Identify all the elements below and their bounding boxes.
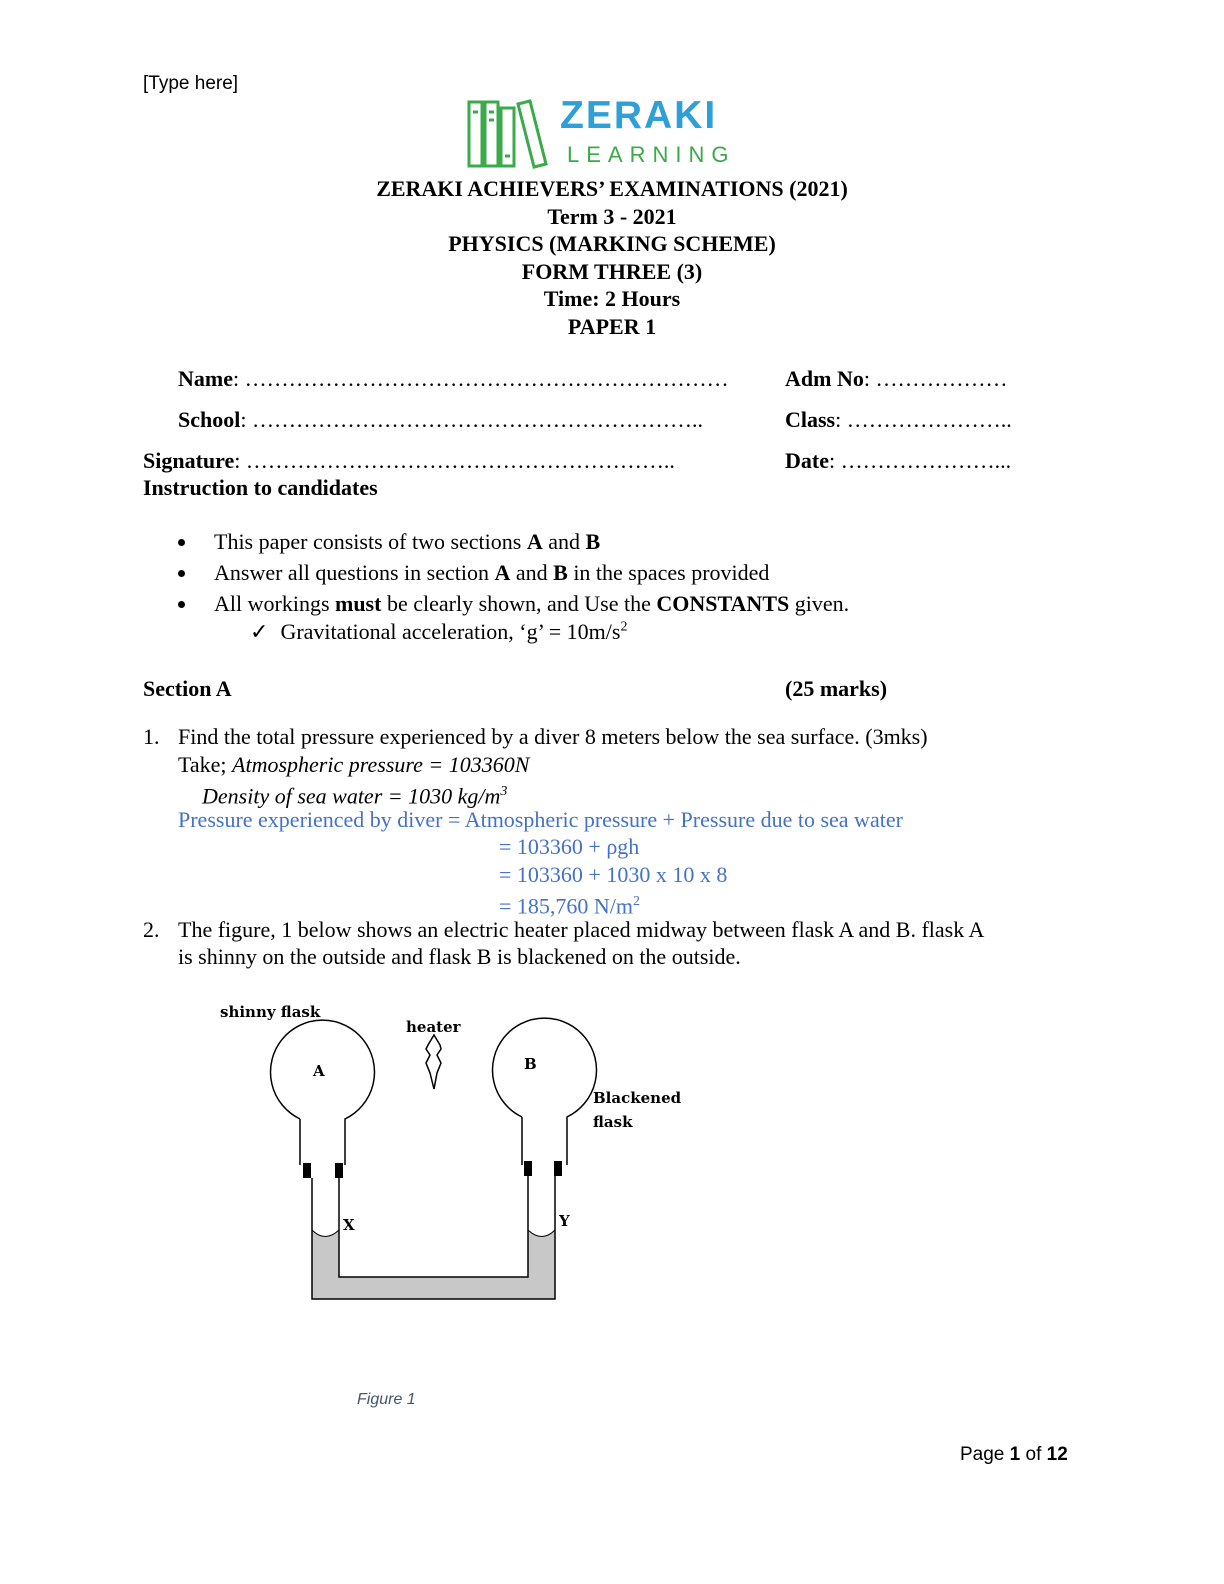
flask-diagram (215, 995, 685, 1305)
figure-caption: Figure 1 (357, 1391, 416, 1408)
label-heater: heater (406, 1018, 461, 1036)
flask-a (271, 1020, 375, 1165)
school-field[interactable] (178, 407, 703, 433)
instructions-title: Instruction to candidates (143, 475, 378, 500)
question-1-number: 1. (143, 724, 160, 749)
flask-diagram-svg (215, 995, 685, 1305)
signature-label: Signature (143, 448, 235, 473)
bullet-icon (178, 570, 185, 577)
exam-time: Time: 2 Hours (543, 286, 681, 311)
page-number: Page 1 of 12 (960, 1444, 1068, 1465)
answer-1-line-2: = 103360 + ρgh (499, 834, 640, 859)
label-blackened: Blackened (593, 1089, 682, 1107)
logo-word-zeraki: ZERAKI (560, 94, 718, 137)
section-title: Section A (143, 676, 232, 701)
bullet-icon (178, 539, 185, 546)
label-shinny-flask: shinny flask (220, 1003, 321, 1021)
stopper (524, 1161, 532, 1176)
stopper (554, 1161, 562, 1176)
exam-title-block (0, 175, 1224, 340)
heater-icon (426, 1035, 441, 1089)
question-2-line-1: The figure, 1 below shows an electric heater placed midway between flask A and B. flask A (178, 917, 985, 942)
exam-subject: PHYSICS (MARKING SCHEME) (448, 231, 776, 256)
checkmark-icon: ✓ (250, 620, 269, 645)
liquid (312, 1230, 555, 1299)
exam-title: ZERAKI ACHIEVERS’ EXAMINATIONS (2021) (376, 176, 848, 201)
exam-term: Term 3 - 2021 (547, 203, 677, 229)
class-label: Class (785, 407, 836, 432)
name-field[interactable] (178, 366, 729, 392)
class-dots: : ………………….. (835, 407, 1012, 432)
instructions-list (178, 528, 849, 621)
exam-form: FORM THREE (3) (521, 258, 703, 284)
adm-no-dots: : ……………… (863, 366, 1008, 391)
date-field[interactable] (785, 448, 1011, 474)
answer-1-line-4: = 185,760 $N/m^2$ (499, 893, 641, 919)
adm-no-label: Adm No (785, 366, 864, 391)
instruction-item: All workings must be clearly shown, and Use the CONSTANTS given. (178, 590, 849, 621)
name-dots: : ………………………………………………………… (232, 366, 729, 391)
question-1-density: Density of sea water = 1030 $kg/m^3$ (202, 783, 508, 809)
question-1-take: Take; Atmospheric pressure = 103360N (178, 752, 530, 777)
label-y: Y (559, 1212, 570, 1230)
u-tube-inner (339, 1176, 528, 1277)
stopper (303, 1163, 311, 1178)
date-dots: : …………………... (828, 448, 1012, 473)
name-label: Name (178, 366, 233, 391)
question-2-line-2: is shinny on the outside and flask B is blackened on the outside. (178, 944, 741, 969)
class-field[interactable] (785, 407, 1012, 433)
instruction-item: This paper consists of two sections A and B (178, 528, 849, 559)
label-a: A (313, 1062, 325, 1080)
school-label: School (178, 407, 241, 432)
signature-field[interactable] (143, 448, 675, 474)
header-note: [Type here] (143, 73, 239, 94)
instruction-item: Answer all questions in section A and B in the spaces provided (178, 559, 849, 590)
constant-item: ✓ Gravitational acceleration, ‘g’ = $10m/s^2$ (250, 619, 628, 645)
question-2-number: 2. (143, 917, 160, 942)
adm-no-field[interactable] (785, 366, 1007, 392)
signature-dots: : ………………………………………………….. (234, 448, 675, 473)
section-marks: (25 marks) (785, 676, 888, 701)
question-1-text: Find the total pressure experienced by a diver 8 meters below the sea surface. (3mks) (178, 724, 928, 749)
label-flask: flask (593, 1113, 633, 1131)
school-dots: : …………………………………………………….. (240, 407, 703, 432)
bullet-icon (178, 601, 185, 608)
exam-paper: PAPER 1 (567, 313, 657, 339)
zeraki-logo (466, 94, 756, 170)
logo-word-learning: LEARNING (567, 142, 736, 167)
answer-1-line-1: Pressure experienced by diver = Atmospheric pressure + Pressure due to sea water (178, 807, 903, 832)
label-x: X (343, 1216, 355, 1234)
answer-1-line-3: = 103360 + 1030 x 10 x 8 (499, 862, 728, 887)
flask-b (492, 1018, 596, 1165)
date-label: Date (785, 448, 829, 473)
label-b: B (524, 1055, 537, 1073)
stopper (335, 1163, 343, 1178)
